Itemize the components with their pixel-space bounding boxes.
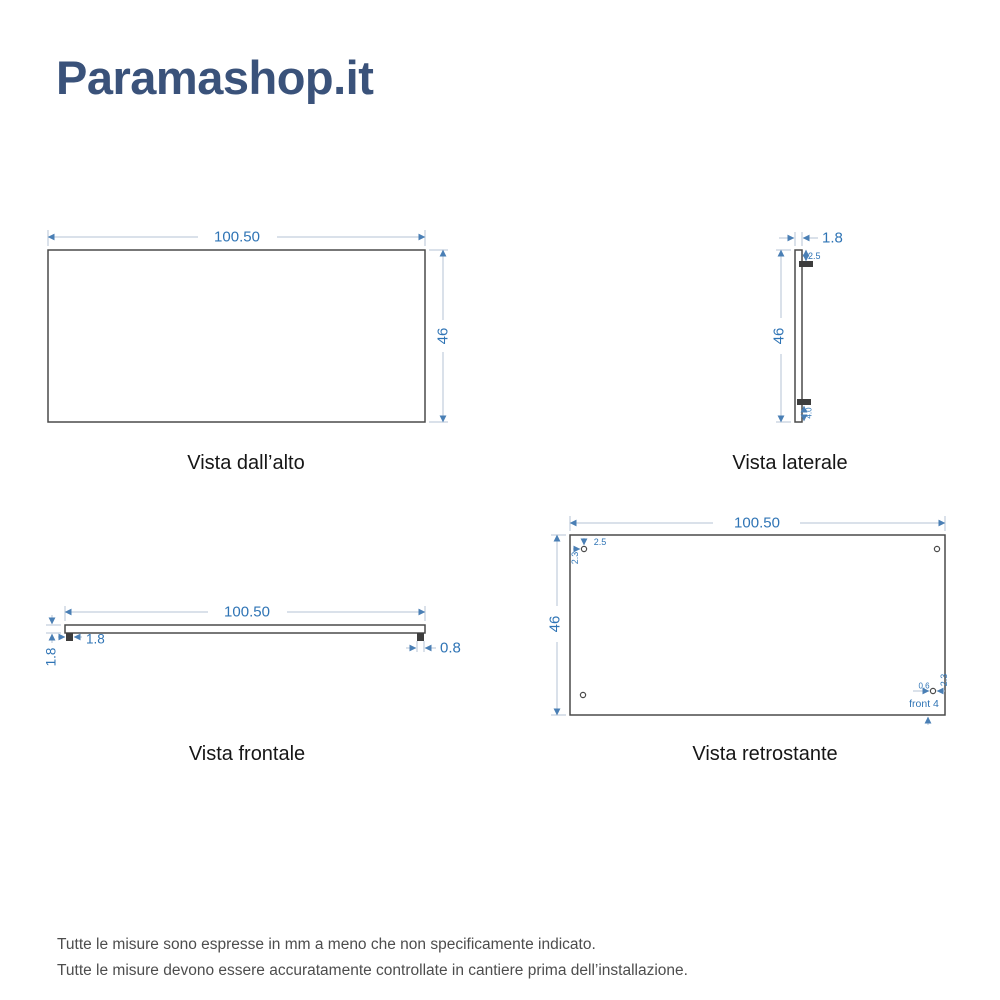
side-view-top-bracket <box>799 261 813 267</box>
side-view-bottom-bracket <box>797 399 811 405</box>
rear-view-width-dim: 100.50 <box>734 514 780 532</box>
front-view-thickness-dim: 1.8 <box>43 647 59 667</box>
top-view <box>48 229 452 423</box>
side-view <box>771 230 843 423</box>
front-view-width-dim: 100.50 <box>224 603 270 621</box>
rear-view-panel-outline <box>570 535 945 715</box>
rear-view-front-annotation: front 4 <box>909 698 939 710</box>
side-view-height-dim: 46 <box>770 327 788 345</box>
rear-view-height-dim: 46 <box>546 615 564 633</box>
rear-view-hole-top-left <box>581 546 586 551</box>
rear-view <box>547 515 950 726</box>
front-view-right-bracket <box>417 633 424 641</box>
caption-rear-view: Vista retrostante <box>692 743 838 765</box>
measurement-note-line2: Tutte le misure devono essere accuratamente controllate in cantiere prima dell’installazione. <box>57 962 688 979</box>
side-view-top-offset-dim: 2.5 <box>808 251 821 261</box>
front-view-left-bracket <box>66 633 73 641</box>
top-view-depth-dim: 46 <box>434 327 452 345</box>
front-view-right-bracket-dim: 0.8 <box>440 639 461 657</box>
top-view-panel-outline <box>48 250 425 422</box>
rear-view-hole-br-y-dim: 2.3 <box>939 673 949 687</box>
rear-view-hole-top-right <box>934 546 939 551</box>
rear-view-hole-bottom-left <box>580 692 585 697</box>
caption-top-view: Vista dall’alto <box>187 452 305 474</box>
caption-side-view: Vista laterale <box>732 452 848 474</box>
side-view-thickness-dim: 1.8 <box>822 229 843 247</box>
rear-view-hole-bottom-right <box>930 688 935 693</box>
side-view-panel-outline <box>795 250 802 422</box>
rear-view-hole-tl-y-dim: 2.3 <box>570 551 580 565</box>
measurement-note-line1: Tutte le misure sono espresse in mm a meno che non specificamente indicato. <box>57 936 596 953</box>
measurement-notes <box>57 932 688 984</box>
top-view-width-dim: 100.50 <box>214 228 260 246</box>
side-view-bottom-offset-dim: 4.0 <box>804 407 814 419</box>
rear-view-hole-br-x-dim: 0.6 <box>918 681 930 691</box>
paramashop-logo: Paramashop.it <box>56 51 374 104</box>
front-view-left-bracket-dim: 1.8 <box>86 631 105 647</box>
caption-front-view: Vista frontale <box>188 743 306 765</box>
front-view-panel-outline <box>65 625 425 633</box>
front-view <box>44 604 461 667</box>
rear-view-hole-tl-x-dim: 2.5 <box>593 537 607 547</box>
